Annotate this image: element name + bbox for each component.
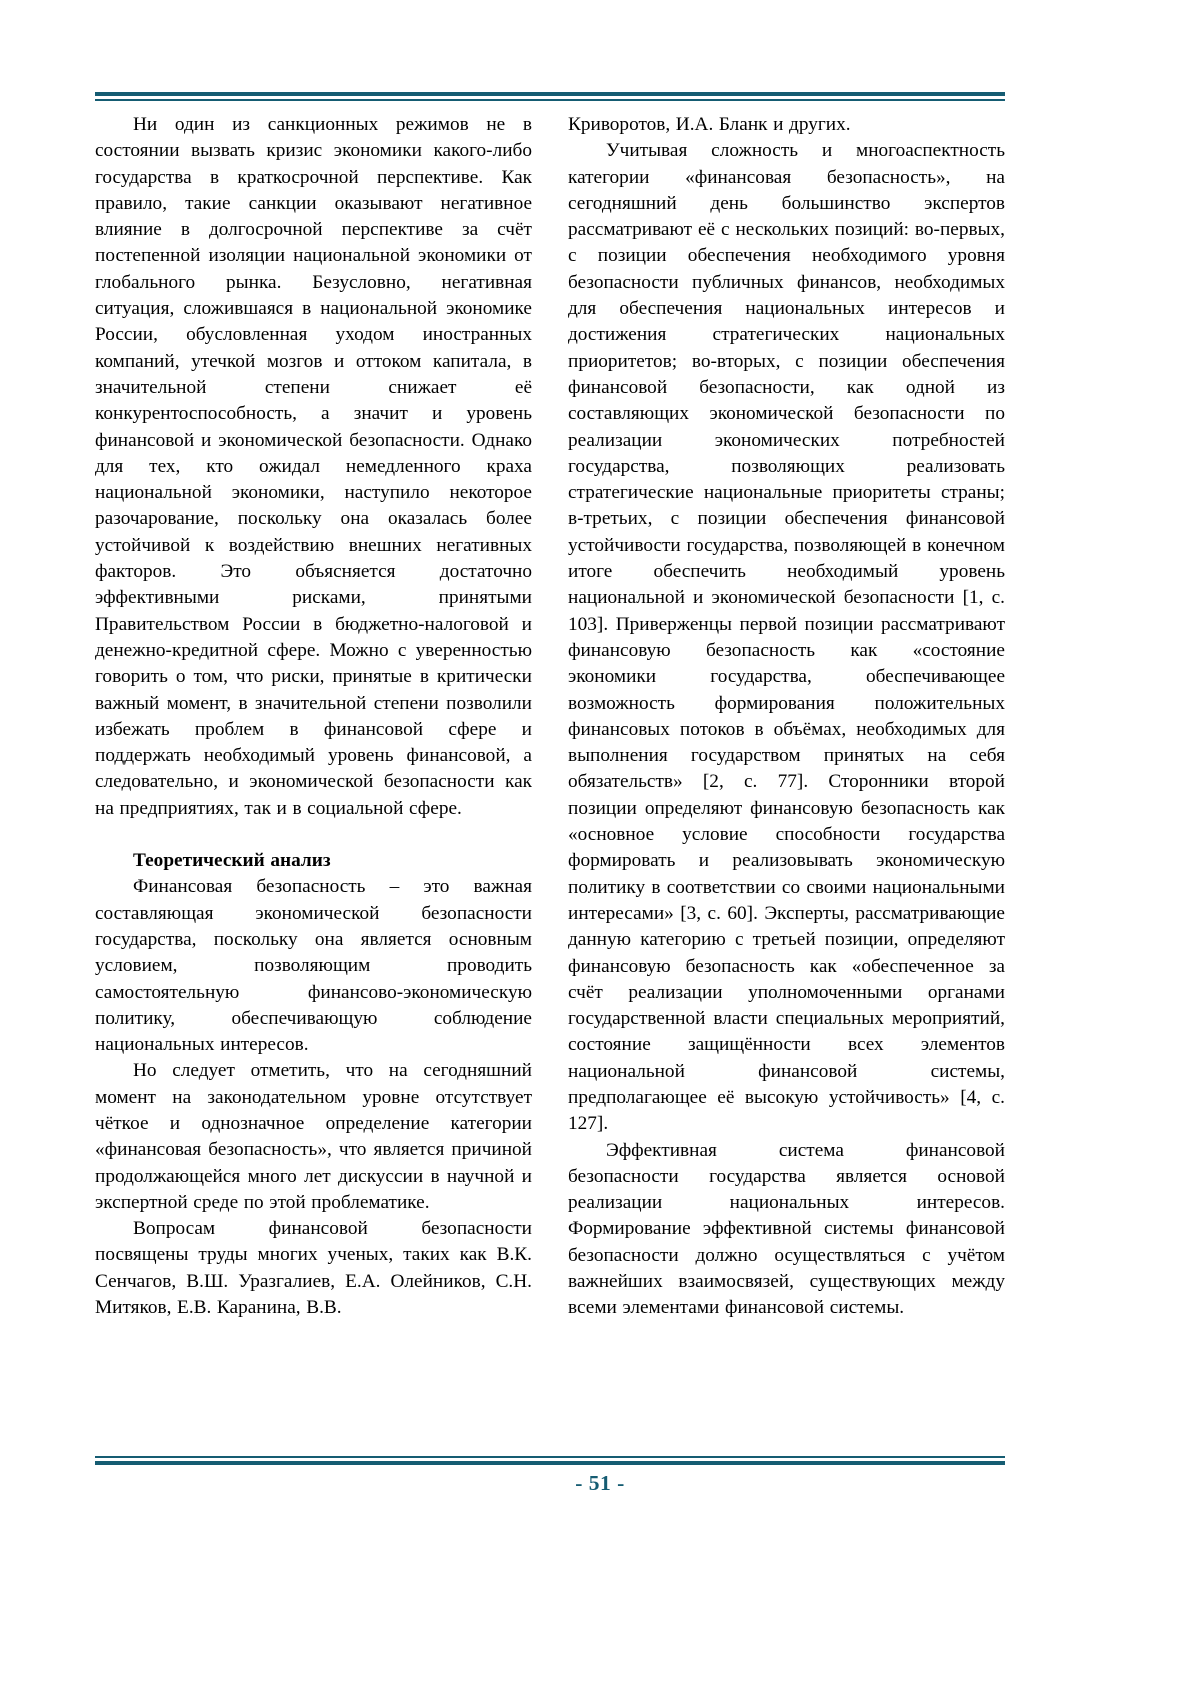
paragraph-intro: Ни один из санкционных режимов не в состоянии вызвать кризис экономики какого-либо государства в краткосрочной перспективе. Как правило, такие санкции оказывают негативное влияние в долгосрочной перспективе за счёт постепенной изоляции национальной экономики от глобального рынка. Безусловно, негативная ситуация, сложившаяся в национальной экономике России, обусловленная уходом иностранных компаний, утечкой мозгов и оттоком капитала, в значительной степени снижает её конкурентоспособность, а значит и уровень финансовой и экономической безопасности. Однако для тех, кто ожидал немедленного краха национальной экономики, наступило некоторое разочарование, поскольку она оказалась более устойчивой к воздействию внешних негативных факторов. Это объясняется достаточно эффективными рисками, принятыми Правительством России в бюджетно-налоговой и денежно-кредитной сфере. Можно с уверенностью говорить о том, что риски, принятые в критически важный момент, в значительной степени позволили избежать проблем в финансовой сфере и поддержать необходимый уровень финансовой, а следовательно, и экономической безопасности как на предприятиях, так и в социальной сфере. [95,114,532,819]
section-heading-theoretical-analysis: Теоретический анализ [133,850,331,872]
paragraph-authors-continued: Криворотов, И.А. Бланк и других. [568,114,851,135]
paragraph-definition: Финансовая безопасность – это важная составляющая экономической безопасности государства, поскольку она является основным условием, позволяющим проводить самостоятельную финансово-экономическую политику, обеспечивающую соблюдение национальных интересов. [95,876,532,1056]
top-divider-rule [95,92,1005,101]
right-column [568,112,1005,1454]
paragraph-legislation-gap: Но следует отметить, что на сегодняшний момент на законодательном уровне отсутствует чёткое и однозначное определение категории «финансовая безопасность», что является причиной продолжающейся много лет дискуссии в научной и экспертной среде по этой проблематике. [95,1060,532,1213]
paragraph-effective-system: Эффективная система финансовой безопасности государства является основой реализации национальных интересов. Формирование эффективной системы финансовой безопасности должно осуществляться с учётом важнейших взаимосвязей, существующих между всеми элементами финансовой системы. [568,1139,1005,1319]
left-column [95,112,532,1454]
paragraph-three-positions: Учитывая сложность и многоаспектность категории «финансовая безопасность», на сегодняшний день большинство экспертов рассматривают её с нескольких позиций: во-первых, с позиции обеспечения необходимого уровня безопасности публичных финансов, необходимых для обеспечения национальных интересов и достижения стратегических национальных приоритетов; во-вторых, с позиции обеспечения финансовой безопасности, как одной из составляющих экономической безопасности по реализации экономических потребностей государства, позволяющих реализовать стратегические национальные приоритеты страны; в-третьих, с позиции обеспечения финансовой устойчивости государства, позволяющей в конечном итоге обеспечить необходимый уровень национальной и экономической безопасности [1, с. 103]. Приверженцы первой позиции рассматривают финансовую безопасность как «состояние экономики государства, обеспечивающее возможность формирования положительных финансовых потоков в объёмах, необходимых для выполнения государством принятых на себя обязательств» [2, с. 77]. Сторонники второй позиции определяют финансовую безопасность как «основное условие способности государства формировать и реализовывать экономическую политику в соответствии со своими национальными интересами» [3, с. 60]. Эксперты, рассматривающие данную категорию с третьей позиции, определяют финансовую безопасность как «обеспеченное за счёт реализации уполномоченными органами государственной власти специальных мероприятий, состояние защищённости всех элементов национальной финансовой системы, предполагающее её высокую устойчивость» [4, с. 127]. [568,140,1005,1135]
bottom-divider-rule [95,1456,1005,1465]
page-number: - 51 - [575,1471,625,1495]
article-body [95,112,1005,1454]
paragraph-authors: Вопросам финансовой безопасности посвящены труды многих ученых, таких как В.К. Сенчагов, В.Ш. Уразгалиев, Е.А. Олейников, С.Н. Митяков, Е.В. Каранина, В.В. [95,1218,532,1319]
